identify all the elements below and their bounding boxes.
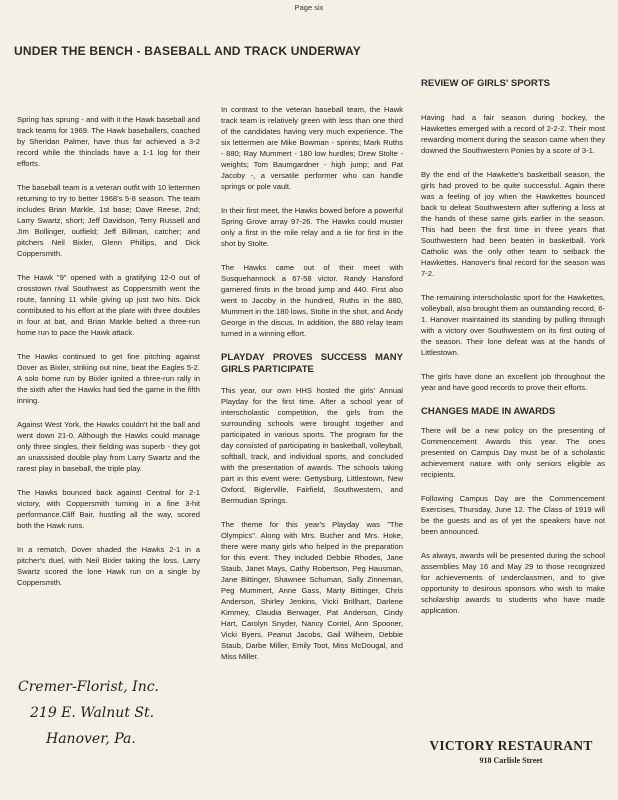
florist-name: Cremer-Florist, Inc. [18,679,160,695]
article-paragraph: The Hawks bounced back against Central for 2-1 victory, with Coppersmith turning in a fine 3-hit performance.Cliff Bair, hustling all the way, scored both the Hawk runs. [17,488,200,530]
florist-advertisement [18,674,218,752]
article-paragraph: The girls have done an excellent job throughout the year and have good records to prove their efforts. [421,372,605,392]
restaurant-address: 918 Carlisle Street [479,756,543,765]
restaurant-advertisement [411,738,611,765]
florist-street: 219 E. Walnut St. [30,705,155,721]
article-paragraph: There will be a new policy on the presenting of Commencement Awards this year. The ones presented on Campus Day must be of a scholastic achievement nature with only seniors eligible as recipients. [421,426,605,479]
article-paragraph: Spring has sprung - and with it the Hawk baseball and track teams for 1969. The Hawk baseballers, coached by Sheridan Palmer, have thus far achieved a 3-2 record while the thinclads have a 1-1 log for their efforts. [17,115,200,168]
article-paragraph: This year, our own HHS hosted the girls' Annual Playday for the first time. After a school year of interscholastic competition, the girls from the surrounding schools were brought together and participated in various sports. The program for the day consisted of participating in basketball, volleyball, softball, track, and individual sports, and concluded with the presentation of awards. The schools taking part in this event were: Gettysburg, Littlestown, New Oxford, Biglerville, Fairfield, Southwestern, and Bermudian Springs. [221,386,403,505]
article-paragraph: In a rematch, Dover shaded the Hawks 2-1 in a pitcher's duel, with Neil Bixler taking the loss. Larry Swartz scored the lone Hawk run on a single by Coppersmith. [17,545,200,587]
page-number: Page six [294,3,324,12]
article-paragraph: The baseball team is a veteran outfit with 10 lettermen returning to try to better 1968's 5-8 season. The team includes Brian Markle, 1st base; Dave Reese, 2nd; Larry Swartz, short; Jeff Davidson, Terry Russell and Jim Bollinger, outfield; Jeff Billman, catcher; and pitchers Neil Bixler, Glenn Phillips, and Dick Coppersmith. [17,183,200,258]
article-paragraph: The remaining interscholastic sport for the Hawkettes, volleyball, also brought them an outstanding record, 6-1. Hanover maintained its standing by pulling through with a victory over Southwestern on its first outing of the season. Their lone defeat was at the hands of Littlestown. [421,293,605,357]
track-playday-column [221,104,403,662]
baseball-track-column [17,114,200,588]
restaurant-name: VICTORY RESTAURANT [429,738,593,753]
florist-city: Hanover, Pa. [46,731,136,747]
review-girls-sports-heading: REVIEW OF GIRLS' SPORTS [421,78,550,89]
article-paragraph: The theme for this year's Playday was "The Olympics". Along with Mrs. Bucher and Mrs. Hoke, there were many girls who helped in the preparation for this event. They included Debbie Rhodes, Jane Staub, Janet Mays, Cathy Robertson, Peg Hausman, Jane Bittinger, Shawnee Schuman, Sally Zinneman, Peg Mummert, Anne Gass, Marty Bittinger, Chris Anderson, Shirley Jenkins, Vicki Brillhart, Darlene Kimmey, Claudia Berwager, Pat Anderson, Cindy Hart, Carolyn Snyder, Nancy Contel, Ann Spooner, Vicki Byers, Peanut Jacobs, Gail Wilheim, Debbie Staub, Darbe Miller, Emily Toot, Miss McDougal, and Miss Miller. [221,520,403,661]
girls-sports-awards-column [421,112,605,616]
article-paragraph: The Hawk "9" opened with a gratifying 12-0 out of crosstown rival Southwest as Coppersmith went the route, fanning 11 while giving up just two hits. Dick contributed to his effort at the plate with three doubles in four at bat, and Brian Markle belted a three-run home run to pace the Hawk attack. [17,273,200,337]
article-paragraph: By the end of the Hawkette's basketball season, the girls had proved to be quite successful. Again there was a feeling of joy when the Hawkettes bounced back to defeat Southwestern after suffering a loss at the hands of these same girls earlier in the season. This had been the first time in three years that Southwestern had been beaten in basketball. York Catholic was the only other team to setback the Hawkettes. Hanover's final record for the season was 7-2. [421,170,605,278]
article-paragraph: As always, awards will be presented during the school assemblies May 16 and May 29 to those recognized for achievements of underclassmen, and to give opportunity to desirous sponsors who wish to make scholarship awards to students who have made application. [421,551,605,615]
article-paragraph: Having had a fair season during hockey, the Hawkettes emerged with a record of 2-2-2. Their most rewarding moment during the season came when they downed the Southwestern Ponies by a score of 3-1. [421,113,605,155]
main-headline: UNDER THE BENCH - BASEBALL AND TRACK UNDERWAY [14,44,362,58]
playday-heading: PLAYDAY PROVES SUCCESS MANY GIRLS PARTICIPATE [221,352,403,375]
article-paragraph: Against West York, the Hawks couldn't hit the ball and went down 21-0. Although the Hawks could manage only three singles, their fielding was superb - they got an unassisted double play from Larry Swartz and the rarest play in baseball, the triple play. [17,420,200,473]
article-paragraph: Following Campus Day are the Commencement Exercises, Thursday, June 12. The Class of 1919 will be the guests and as of yet the speakers have not been announced. [421,494,605,536]
article-paragraph: In contrast to the veteran baseball team, the Hawk track team is relatively green with less than one third of the candidates having very much experience. The six lettermen are Mike Bowman - sprints; Mark Ruths - 880; Ray Mummert - 180 low hurdles; Drew Stolte - weights; Tom Baumgardner - high jump; and Pat Jacoby -, a versatile performer who can handle springs or pole vault. [221,105,403,191]
article-paragraph: The Hawks came out of their meet with Susquehannock a 67-58 victor. Randy Hansford garnered firsts in the broad jump and 440. First also went to Jacoby in the hundred, Ruths in the 880, Mummert in the 180 lows, Stolte in the shot, and Andy George in the discus. In addition, the 880 relay team turned in a winning effort. [221,263,403,338]
article-paragraph: The Hawks continued to get fine pitching against Dover as Bixler, striking out nine, beat the Eagles 5-2. A solo home run by Bixler ignited a three-run rally in the sixth after the Hawks had tied the game in the fifth inning. [17,352,200,405]
changes-awards-heading: CHANGES MADE IN AWARDS [421,406,556,417]
article-paragraph: In their first meet, the Hawks bowed before a powerful Spring Grove array 97-26. The Hawks could muster only a first in the mile relay and a tie for first in the shot by Stolte. [221,206,403,248]
